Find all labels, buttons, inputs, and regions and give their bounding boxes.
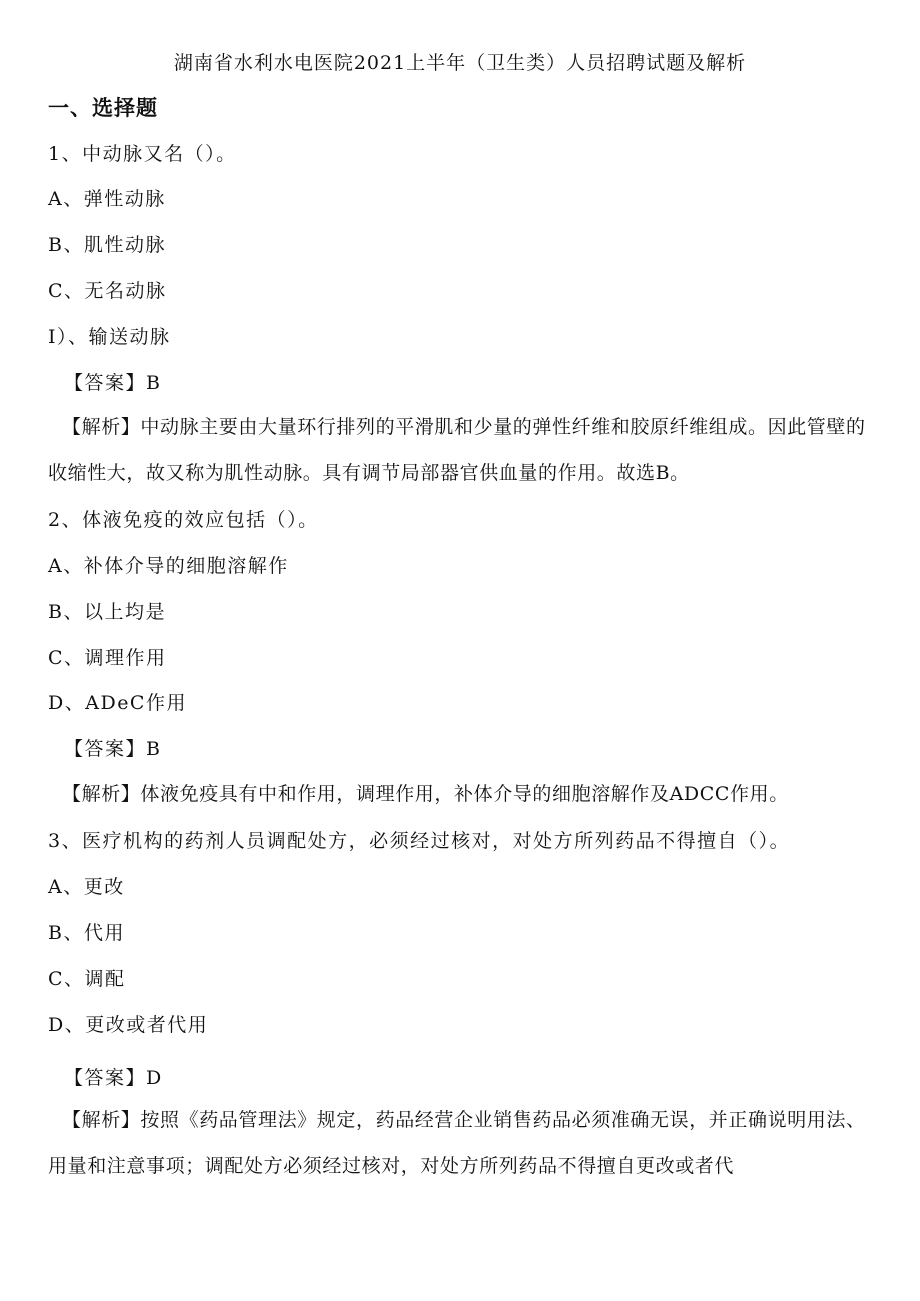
question-2-option-d: D、ADeC作用 [48, 692, 187, 714]
question-1-answer: 【答案】B [64, 372, 162, 394]
question-3-answer: 【答案】D [64, 1067, 163, 1089]
question-2-option-c: C、调理作用 [48, 647, 167, 669]
question-1-text: 1、中动脉又名（）。 [48, 143, 237, 165]
question-3-option-d: D、更改或者代用 [48, 1014, 209, 1036]
question-2-analysis: 【解析】体液免疫具有中和作用，调理作用，补体介导的细胞溶解作及ADCC作用。 [62, 783, 789, 805]
question-2-option-a: A、补体介导的细胞溶解作 [48, 555, 289, 577]
question-3-option-c: C、调配 [48, 968, 126, 990]
question-3-option-a: A、更改 [48, 876, 125, 898]
question-1-option-d: I）、输送动脉 [48, 326, 171, 348]
question-3-option-b: B、代用 [48, 922, 125, 944]
question-2-option-b: B、以上均是 [48, 601, 166, 623]
question-1-option-a: A、弹性动脉 [48, 188, 166, 210]
document-title: 湖南省水利水电医院2021上半年（卫生类）人员招聘试题及解析 [173, 52, 747, 74]
question-1-option-c: C、无名动脉 [48, 280, 167, 302]
question-2-answer: 【答案】B [64, 738, 162, 760]
question-1-option-b: B、肌性动脉 [48, 234, 166, 256]
question-1-analysis: 【解析】中动脉主要由大量环行排列的平滑肌和少量的弹性纤维和胶原纤维组成。因此管壁的收缩性大，故又称为肌性动脉。具有调节局部器官供血量的作用。故选B。 [48, 416, 866, 484]
question-3-text: 3、医疗机构的药剂人员调配处方，必须经过核对，对处方所列药品不得擅自（）。 [48, 830, 791, 852]
question-2-text: 2、体液免疫的效应包括（）。 [48, 509, 319, 531]
section-heading: 一、选择题 [48, 96, 158, 120]
question-3-analysis: 【解析】按照《药品管理法》规定，药品经营企业销售药品必须准确无误，并正确说明用法、用量和注意事项；调配处方必须经过核对，对处方所列药品不得擅自更改或者代 [48, 1109, 866, 1177]
